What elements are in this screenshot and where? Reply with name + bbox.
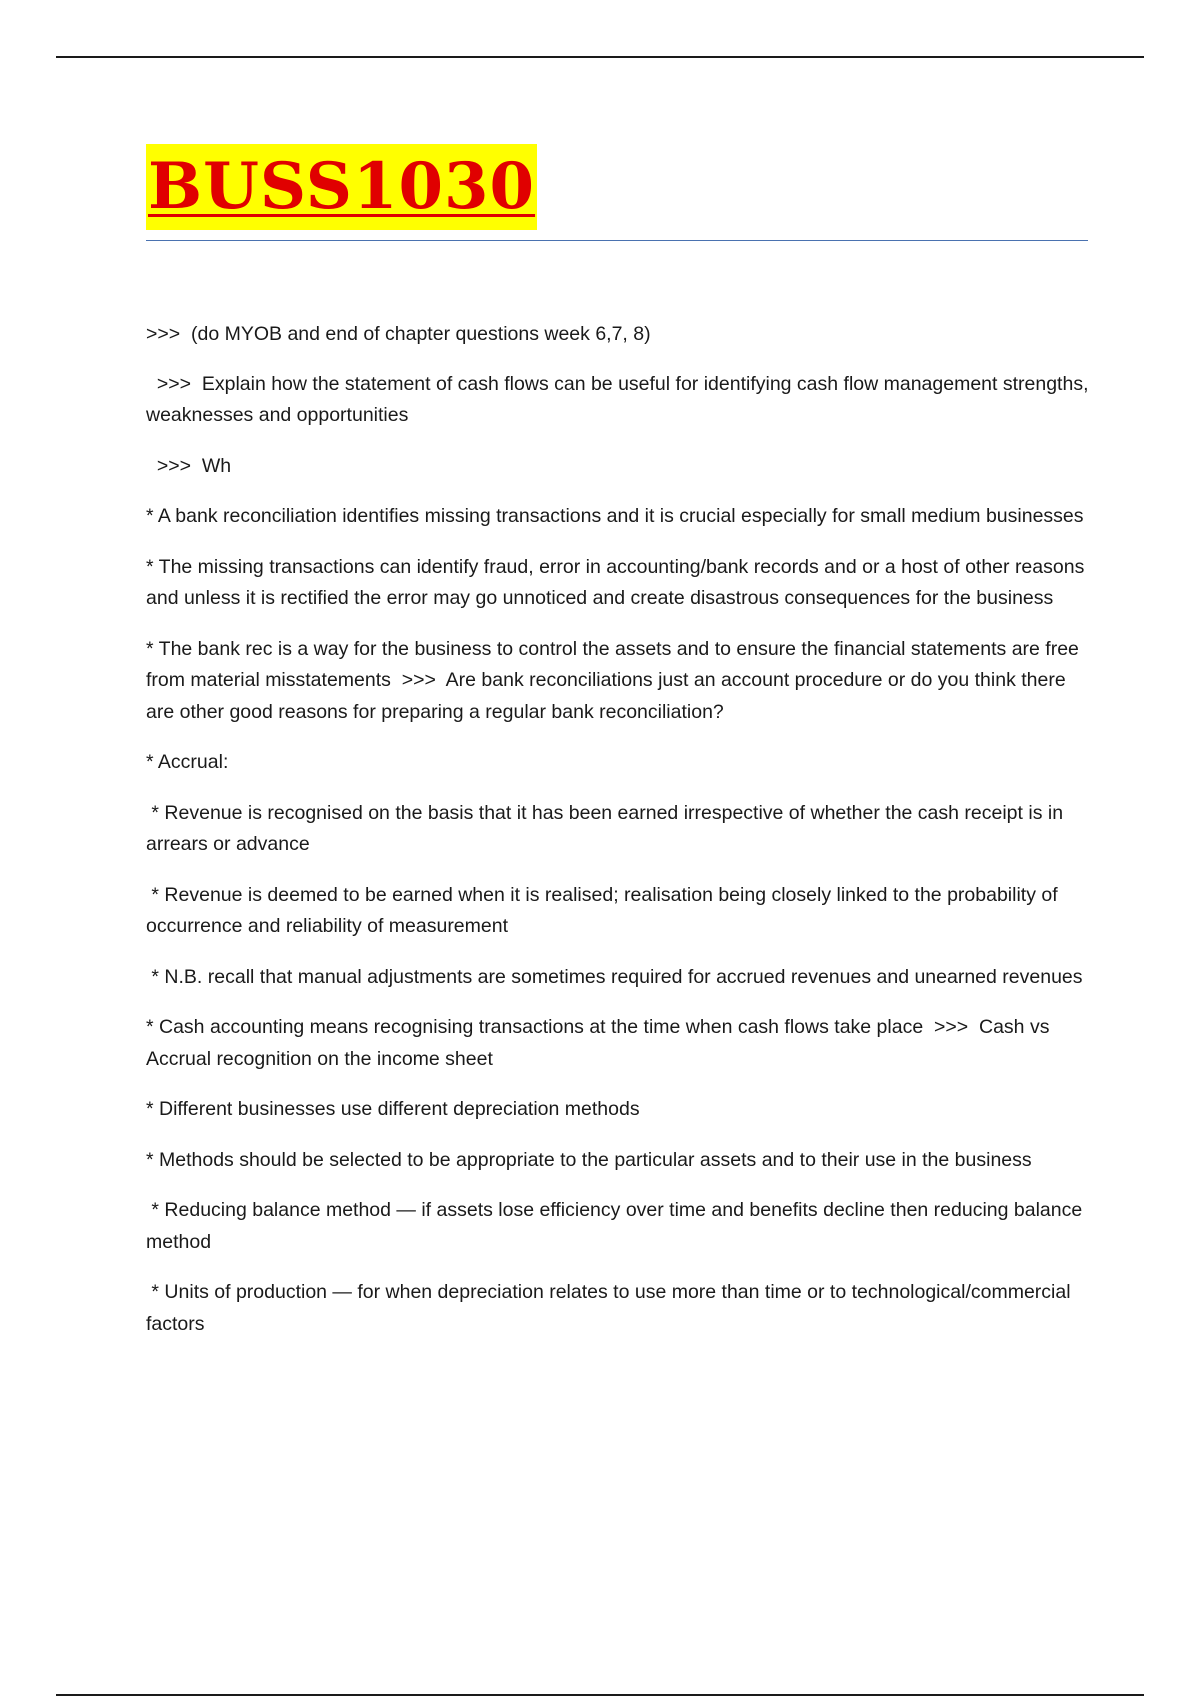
paragraph: * A bank reconciliation identifies missing transactions and it is crucial especially for small medium businesses	[146, 505, 1084, 527]
paragraph: >>> (do MYOB and end of chapter questions week 6,7, 8)	[146, 323, 651, 345]
paragraph: * Revenue is deemed to be earned when it is realised; realisation being closely linked to the probability of occurrence and reliability of measurement	[146, 883, 1064, 937]
paragraph: * Different businesses use different depreciation methods	[146, 1098, 640, 1120]
top-page-rule	[56, 56, 1144, 58]
paragraph: * N.B. recall that manual adjustments are sometimes required for accrued revenues and unearned revenues	[146, 965, 1083, 988]
paragraph: * Methods should be selected to be appropriate to the particular assets and to their use in the business	[146, 1148, 1032, 1171]
paragraph: * The missing transactions can identify fraud, error in accounting/bank records and or a host of other reasons and unless it is rectified the error may go unnoticed and create disastrous consequences for the business	[146, 555, 1090, 609]
paragraph: * Accrual:	[146, 751, 229, 773]
bottom-page-rule	[56, 1694, 1144, 1696]
title-block	[146, 144, 1088, 241]
document-body	[146, 319, 1094, 1359]
paragraph: * The bank rec is a way for the business to control the assets and to ensure the financial statements are free from material misstatements >>> Are bank reconciliations just an account procedure or do you think there are other good reasons for preparing a regular bank reconciliation?	[146, 637, 1085, 723]
document-title: BUSS1030	[146, 144, 537, 230]
paragraph: >>> Wh	[146, 454, 232, 477]
paragraph: * Revenue is recognised on the basis that it has been earned irrespective of whether the cash receipt is in arrears or advance	[146, 801, 1069, 855]
paragraph: * Reducing balance method — if assets lose efficiency over time and benefits decline then reducing balance method	[146, 1199, 1088, 1253]
paragraph: * Cash accounting means recognising transactions at the time when cash flows take place >>> Cash vs Accrual recognition on the income sheet	[146, 1016, 1054, 1070]
paragraph: * Units of production — for when depreciation relates to use more than time or to technological/commercial factors	[146, 1281, 1076, 1335]
paragraph: >>> Explain how the statement of cash flows can be useful for identifying cash flow management strengths, weaknesses and opportunities	[146, 372, 1094, 426]
